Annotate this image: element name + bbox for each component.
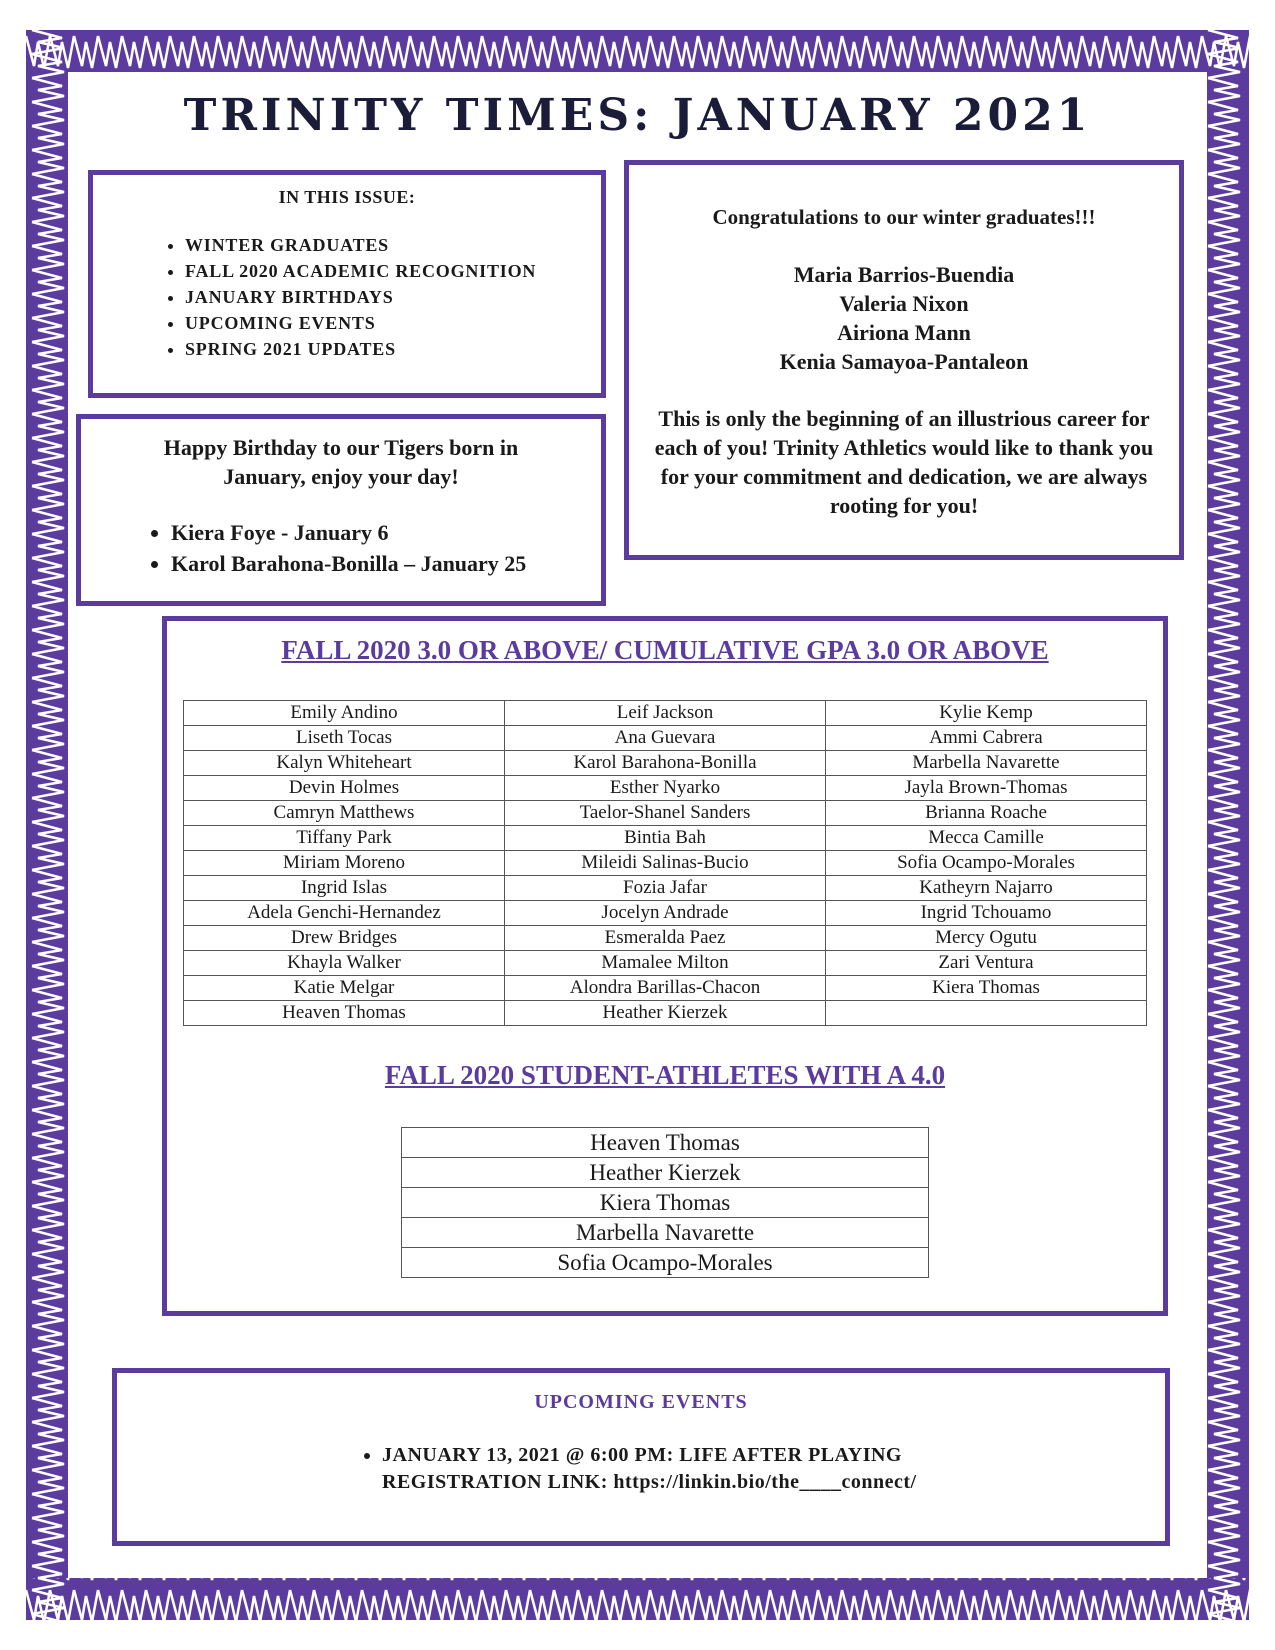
graduates-intro: Congratulations to our winter graduates!!!: [712, 205, 1096, 229]
page-title: TRINITY TIMES: JANUARY 2021: [183, 90, 1092, 141]
table-row: [402, 1218, 929, 1248]
table-cell: Mamalee Milton: [505, 951, 826, 976]
honor-roll-table: [183, 700, 1147, 1026]
list-item: • FALL 2020 ACADEMIC RECOGNITION: [185, 258, 601, 284]
table-row: [184, 926, 1147, 951]
table-cell: Kylie Kemp: [826, 701, 1147, 726]
graduate-name: Airiona Mann: [837, 320, 971, 345]
table-row: [184, 726, 1147, 751]
table-cell: Alondra Barillas-Chacon: [505, 976, 826, 1001]
table-cell: [826, 1001, 1147, 1026]
four-point-table: [401, 1127, 929, 1278]
table-row: [402, 1248, 929, 1278]
table-cell: Devin Holmes: [184, 776, 505, 801]
table-row: [184, 876, 1147, 901]
birthdays-box: [76, 414, 606, 606]
birthday-message: Happy Birthday to our Tigers born in January, enjoy your day!: [163, 435, 519, 489]
list-item: • Kiera Foye - January 6: [171, 517, 601, 548]
table-cell: Liseth Tocas: [184, 726, 505, 751]
graduate-name: Valeria Nixon: [839, 291, 969, 316]
table-row: [402, 1188, 929, 1218]
gpa-recognition-box: [162, 616, 1168, 1316]
list-item: • WINTER GRADUATES: [185, 232, 601, 258]
table-row: [184, 951, 1147, 976]
table-row: [184, 776, 1147, 801]
table-cell: Mileidi Salinas-Bucio: [505, 851, 826, 876]
table-cell: Kiera Thomas: [826, 976, 1147, 1001]
table-cell: Ammi Cabrera: [826, 726, 1147, 751]
table-cell: Brianna Roache: [826, 801, 1147, 826]
list-item: • Karol Barahona-Bonilla – January 25: [171, 548, 601, 579]
table-cell: Adela Genchi-Hernandez: [184, 901, 505, 926]
four-point-title: FALL 2020 STUDENT-ATHLETES WITH A 4.0: [384, 1060, 946, 1090]
list-item: • UPCOMING EVENTS: [185, 310, 601, 336]
table-cell: Sofia Ocampo-Morales: [402, 1248, 929, 1278]
table-cell: Ingrid Islas: [184, 876, 505, 901]
table-cell: Fozia Jafar: [505, 876, 826, 901]
table-row: [184, 1001, 1147, 1026]
table-row: [184, 976, 1147, 1001]
table-cell: Marbella Navarette: [402, 1218, 929, 1248]
table-row: [184, 826, 1147, 851]
graduate-names: [629, 260, 1179, 376]
in-this-issue-heading: IN THIS ISSUE:: [278, 187, 416, 207]
table-cell: Jayla Brown-Thomas: [826, 776, 1147, 801]
in-this-issue-list: [93, 232, 601, 362]
list-item: • JANUARY BIRTHDAYS: [185, 284, 601, 310]
upcoming-events-box: [112, 1368, 1170, 1546]
birthday-list: [81, 517, 601, 579]
table-row: [402, 1158, 929, 1188]
table-cell: Katie Melgar: [184, 976, 505, 1001]
table-cell: Esmeralda Paez: [505, 926, 826, 951]
table-cell: Miriam Moreno: [184, 851, 505, 876]
table-cell: Drew Bridges: [184, 926, 505, 951]
table-cell: Kalyn Whiteheart: [184, 751, 505, 776]
table-cell: Mercy Ogutu: [826, 926, 1147, 951]
table-cell: Khayla Walker: [184, 951, 505, 976]
list-item: [382, 1442, 1165, 1496]
table-cell: Karol Barahona-Bonilla: [505, 751, 826, 776]
events-heading: UPCOMING EVENTS: [534, 1391, 748, 1413]
table-cell: Sofia Ocampo-Morales: [826, 851, 1147, 876]
table-cell: Heaven Thomas: [184, 1001, 505, 1026]
table-cell: Ingrid Tchouamo: [826, 901, 1147, 926]
table-cell: Tiffany Park: [184, 826, 505, 851]
table-row: [184, 701, 1147, 726]
table-cell: Heather Kierzek: [402, 1158, 929, 1188]
table-row: [184, 751, 1147, 776]
table-cell: Emily Andino: [184, 701, 505, 726]
graduates-message: This is only the beginning of an illustrious career for each of you! Trinity Athletics would like to thank you for your commitment and dedication, we are always rooting for you!: [654, 406, 1154, 518]
events-list: [117, 1442, 1165, 1496]
table-cell: Zari Ventura: [826, 951, 1147, 976]
table-cell: Kiera Thomas: [402, 1188, 929, 1218]
table-cell: Bintia Bah: [505, 826, 826, 851]
gpa-section-title: FALL 2020 3.0 OR ABOVE/ CUMULATIVE GPA 3.0 OR ABOVE: [281, 635, 1049, 665]
table-cell: Jocelyn Andrade: [505, 901, 826, 926]
graduate-name: Kenia Samayoa-Pantaleon: [779, 349, 1029, 374]
table-cell: Marbella Navarette: [826, 751, 1147, 776]
table-cell: Heaven Thomas: [402, 1128, 929, 1158]
table-cell: Taelor-Shanel Sanders: [505, 801, 826, 826]
table-row: [184, 801, 1147, 826]
table-row: [184, 851, 1147, 876]
table-row: [184, 901, 1147, 926]
event-registration: REGISTRATION LINK: https://linkin.bio/the____connect/: [382, 1471, 917, 1493]
graduate-name: Maria Barrios-Buendia: [793, 262, 1015, 287]
table-cell: Heather Kierzek: [505, 1001, 826, 1026]
table-row: [402, 1128, 929, 1158]
event-line: JANUARY 13, 2021 @ 6:00 PM: LIFE AFTER PLAYING: [382, 1444, 902, 1466]
graduates-box: [624, 160, 1184, 560]
table-cell: Esther Nyarko: [505, 776, 826, 801]
table-cell: Mecca Camille: [826, 826, 1147, 851]
in-this-issue-box: [88, 170, 606, 398]
table-cell: Leif Jackson: [505, 701, 826, 726]
table-cell: Katheyrn Najarro: [826, 876, 1147, 901]
table-cell: Ana Guevara: [505, 726, 826, 751]
table-cell: Camryn Matthews: [184, 801, 505, 826]
list-item: • SPRING 2021 UPDATES: [185, 336, 601, 362]
